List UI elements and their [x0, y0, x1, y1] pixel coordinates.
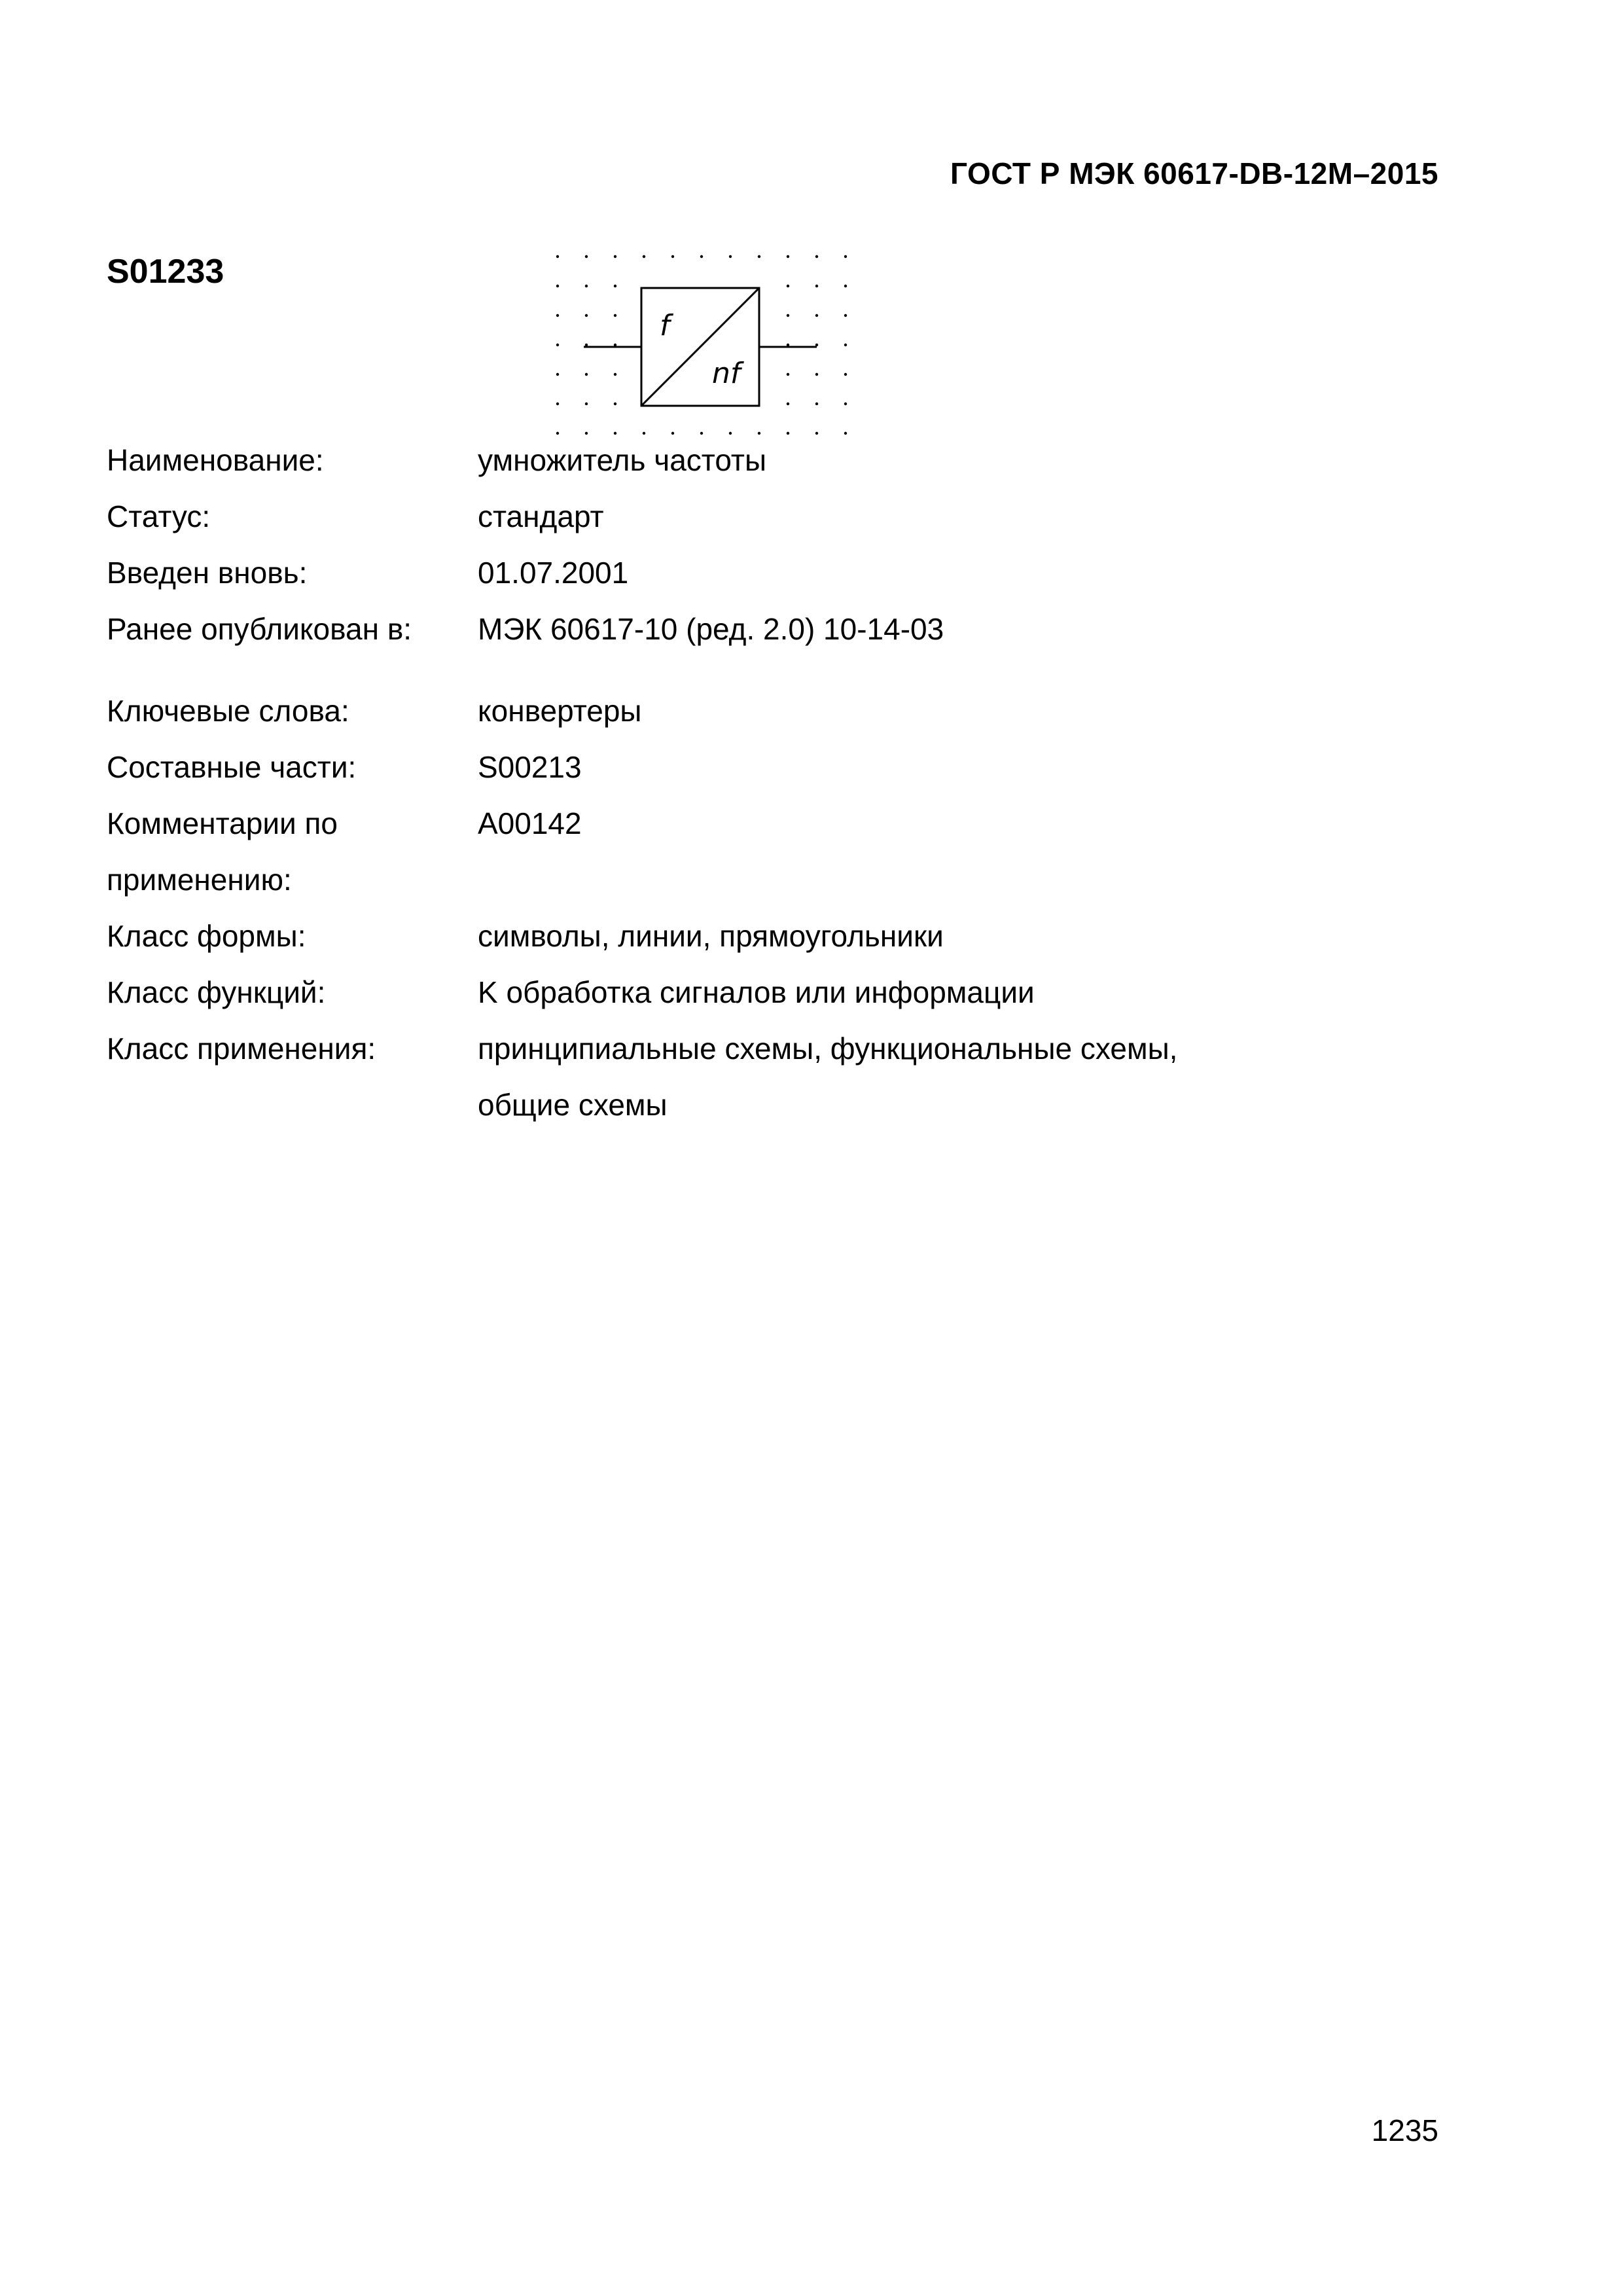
grid-dot — [815, 432, 818, 435]
grid-dot — [700, 255, 703, 258]
grid-dot — [787, 314, 789, 317]
grid-dot — [787, 373, 789, 376]
field-value-previously-published: МЭК 60617-10 (ред. 2.0) 10-14-03 — [478, 612, 944, 646]
field-label-status: Статус: — [107, 499, 211, 533]
grid-dot — [787, 285, 789, 287]
field-label-application-notes: Комментарии по — [107, 806, 338, 840]
field-value-function-class: K обработка сигналов или информации — [478, 975, 1035, 1009]
grid-dot — [585, 285, 588, 287]
field-label-components: Составные части: — [107, 750, 357, 784]
field-value-name: умножитель частоты — [478, 443, 767, 477]
grid-dot — [556, 314, 559, 317]
grid-dot — [585, 314, 588, 317]
grid-dot — [787, 403, 789, 405]
grid-dot — [787, 432, 789, 435]
symbol-output-label: nf — [712, 357, 741, 390]
grid-dot — [815, 373, 818, 376]
grid-dot — [671, 255, 674, 258]
field-label-introduced: Введен вновь: — [107, 556, 308, 590]
grid-dot — [556, 255, 559, 258]
field-label-previously-published: Ранее опубликован в: — [107, 612, 412, 646]
field-value-shape-class: символы, линии, прямоугольники — [478, 919, 944, 953]
field-value-keywords: конвертеры — [478, 694, 642, 728]
grid-dot — [614, 403, 616, 405]
symbol-id: S01233 — [107, 253, 224, 291]
grid-dot — [643, 255, 645, 258]
field-label-function-class: Класс функций: — [107, 975, 326, 1009]
grid-dot — [614, 255, 616, 258]
grid-dot — [556, 285, 559, 287]
symbol-input-label: f — [660, 309, 670, 342]
field-label-application-notes-cont: применению: — [107, 863, 292, 897]
grid-dot — [815, 314, 818, 317]
grid-dot — [844, 432, 847, 435]
grid-dot — [585, 373, 588, 376]
grid-dot — [556, 403, 559, 405]
page-number: 1235 — [1371, 2113, 1438, 2147]
grid-dot — [614, 314, 616, 317]
field-value-status: стандарт — [478, 499, 604, 533]
symbol-diagonal — [641, 288, 759, 406]
grid-dot — [815, 255, 818, 258]
grid-dot — [758, 255, 760, 258]
document-standard-header: ГОСТ Р МЭК 60617-DB-12M–2015 — [950, 156, 1438, 190]
grid-dot — [556, 373, 559, 376]
field-value-application-class: принципиальные схемы, функциональные схемы, — [478, 1031, 1178, 1066]
field-value-introduced: 01.07.2001 — [478, 556, 629, 590]
field-label-keywords: Ключевые слова: — [107, 694, 349, 728]
field-label-name: Наименование: — [107, 443, 324, 477]
field-label-application-class: Класс применения: — [107, 1031, 376, 1066]
field-label-shape-class: Класс формы: — [107, 919, 306, 953]
grid-dot — [614, 285, 616, 287]
field-value-application-notes: A00142 — [478, 806, 582, 840]
grid-dot — [844, 403, 847, 405]
grid-dot — [844, 285, 847, 287]
grid-dot — [787, 255, 789, 258]
grid-dot — [844, 344, 847, 346]
grid-dot — [815, 403, 818, 405]
grid-dot — [815, 285, 818, 287]
field-value-components: S00213 — [478, 750, 582, 784]
field-value-application-class-cont: общие схемы — [478, 1088, 668, 1122]
grid-dot — [844, 314, 847, 317]
grid-dot — [844, 373, 847, 376]
grid-dot — [585, 255, 588, 258]
frequency-multiplier-symbol — [550, 249, 864, 445]
grid-dot — [585, 403, 588, 405]
grid-dot — [556, 344, 559, 346]
grid-dot — [729, 255, 732, 258]
grid-dot — [844, 255, 847, 258]
grid-dot — [614, 373, 616, 376]
